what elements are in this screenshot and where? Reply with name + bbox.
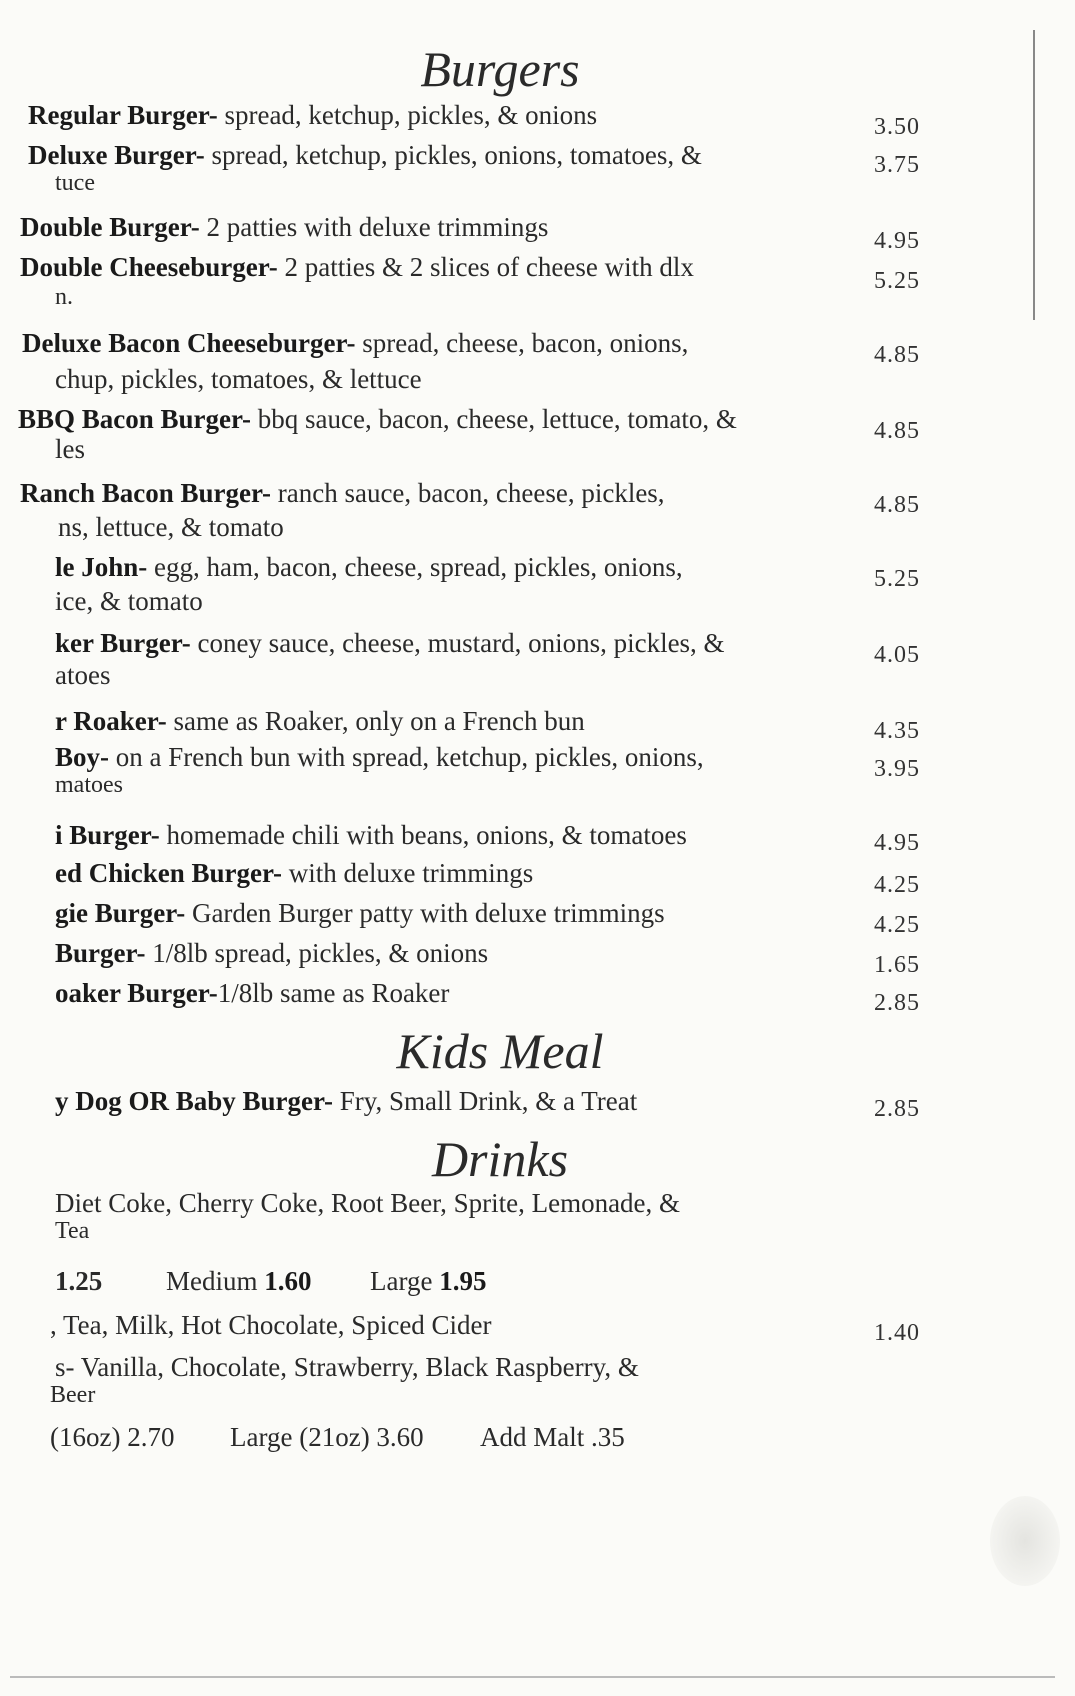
- item-desc: spread, ketchup, pickles, & onions: [217, 100, 598, 130]
- item-name: y Dog OR Baby Burger-: [55, 1086, 333, 1116]
- drinks-heading: Drinks: [431, 1131, 569, 1187]
- item-price: 5.25: [874, 566, 920, 592]
- item-name: r Roaker-: [55, 706, 167, 736]
- item-name: le John-: [55, 552, 148, 582]
- item-name: Double Cheeseburger-: [20, 252, 278, 282]
- item-desc-line2: ns, lettuce, & tomato: [58, 512, 284, 542]
- item-price: 5.25: [874, 268, 920, 294]
- item-price: 4.95: [874, 830, 920, 856]
- item-price: 4.35: [874, 718, 920, 744]
- item-name: ker Burger-: [55, 628, 191, 658]
- item-name: ed Chicken Burger-: [55, 858, 282, 888]
- item-text: [18, 404, 737, 435]
- medium-price: 1.60: [264, 1266, 312, 1296]
- item-name: Burger-: [55, 938, 146, 968]
- item-price: 2.85: [874, 1096, 920, 1122]
- item-text: [55, 938, 488, 969]
- shakes-list: s- Vanilla, Chocolate, Strawberry, Black Raspberry, &: [55, 1352, 639, 1382]
- item-price: 2.85: [874, 990, 920, 1016]
- item-price: 3.50: [874, 114, 920, 140]
- item-desc: egg, ham, bacon, cheese, spread, pickles, onions,: [147, 552, 683, 582]
- item-name: Boy-: [55, 742, 109, 772]
- item-price: 1.65: [874, 952, 920, 978]
- shake-small: (16oz) 2.70: [50, 1422, 175, 1452]
- item-desc: 2 patties & 2 slices of cheese with dlx: [277, 252, 694, 282]
- item-desc: with deluxe trimmings: [281, 858, 534, 888]
- page-bottom-edge: [10, 1676, 1055, 1678]
- item-name: Ranch Bacon Burger-: [20, 478, 271, 508]
- item-price: 4.05: [874, 642, 920, 668]
- item-text: [55, 628, 725, 659]
- item-desc-line2: atoes: [55, 660, 111, 690]
- item-desc: 2 patties with deluxe trimmings: [199, 212, 549, 242]
- item-text: [55, 706, 585, 737]
- item-desc: spread, ketchup, pickles, onions, tomatoes, &: [204, 140, 702, 170]
- item-price: 4.85: [874, 342, 920, 368]
- item-price: 4.25: [874, 872, 920, 898]
- large-label: Large: [370, 1266, 433, 1296]
- shake-large: Large (21oz) 3.60: [230, 1422, 424, 1452]
- item-text: [28, 140, 702, 171]
- item-name: Deluxe Burger-: [28, 140, 205, 170]
- page-fold-line: [1033, 30, 1035, 320]
- item-text: [22, 328, 688, 359]
- item-desc: spread, cheese, bacon, onions,: [355, 328, 689, 358]
- item-price: 4.25: [874, 912, 920, 938]
- item-name: gie Burger-: [55, 898, 186, 928]
- paper-stain: [990, 1496, 1060, 1586]
- item-price: 3.95: [874, 756, 920, 782]
- sodas-list-line2: Tea: [55, 1218, 90, 1244]
- item-name: i Burger-: [55, 820, 160, 850]
- item-price: 4.95: [874, 228, 920, 254]
- item-text: [55, 898, 665, 929]
- item-desc-line2: tuce: [55, 170, 95, 196]
- item-text: [55, 820, 687, 851]
- item-text: [55, 552, 683, 583]
- item-name: BBQ Bacon Burger-: [18, 404, 251, 434]
- large-price: 1.95: [439, 1266, 487, 1296]
- item-desc: Garden Burger patty with deluxe trimmings: [185, 898, 665, 928]
- item-price: 4.85: [874, 418, 920, 444]
- item-desc: coney sauce, cheese, mustard, onions, pickles, &: [190, 628, 725, 658]
- item-desc: homemade chili with beans, onions, & tomatoes: [159, 820, 687, 850]
- hot-drinks-price: 1.40: [874, 1320, 920, 1346]
- item-name: Double Burger-: [20, 212, 200, 242]
- item-desc: same as Roaker, only on a French bun: [166, 706, 585, 736]
- large-size: [370, 1266, 486, 1297]
- item-desc-line2: les: [55, 434, 85, 464]
- item-desc-line2: matoes: [55, 772, 123, 798]
- item-desc-line2: ice, & tomato: [55, 586, 203, 616]
- item-name: Deluxe Bacon Cheeseburger-: [22, 328, 356, 358]
- small-price: 1.25: [55, 1266, 103, 1296]
- item-desc: bbq sauce, bacon, cheese, lettuce, tomato, &: [251, 404, 737, 434]
- sodas-list: Diet Coke, Cherry Coke, Root Beer, Sprite, Lemonade, &: [55, 1188, 681, 1218]
- item-text: [28, 100, 597, 131]
- hot-drinks-list: , Tea, Milk, Hot Chocolate, Spiced Cider: [50, 1310, 492, 1340]
- item-text: [20, 478, 665, 509]
- item-name: Regular Burger-: [28, 100, 218, 130]
- item-desc: ranch sauce, bacon, cheese, pickles,: [271, 478, 665, 508]
- kids-meal-heading: Kids Meal: [396, 1023, 604, 1079]
- add-malt: Add Malt .35: [480, 1422, 625, 1452]
- item-price: 3.75: [874, 152, 920, 178]
- item-text: [55, 742, 704, 773]
- item-desc: 1/8lb same as Roaker: [217, 978, 450, 1008]
- item-text: [55, 978, 449, 1009]
- item-price: 4.85: [874, 492, 920, 518]
- item-desc: 1/8lb spread, pickles, & onions: [145, 938, 489, 968]
- shakes-list-line2: Beer: [50, 1382, 96, 1408]
- item-text: [20, 212, 548, 243]
- medium-size: [166, 1266, 312, 1297]
- item-name: oaker Burger-: [55, 978, 218, 1008]
- item-desc: Fry, Small Drink, & a Treat: [333, 1086, 638, 1116]
- item-text: [20, 252, 694, 283]
- medium-label: Medium: [166, 1266, 258, 1296]
- item-desc-line2: chup, pickles, tomatoes, & lettuce: [55, 364, 422, 394]
- burgers-heading: Burgers: [420, 41, 580, 97]
- item-text: [55, 858, 533, 889]
- item-desc-line2: n.: [55, 284, 73, 310]
- item-text: [55, 1086, 637, 1117]
- item-desc: on a French bun with spread, ketchup, pickles, onions,: [109, 742, 704, 772]
